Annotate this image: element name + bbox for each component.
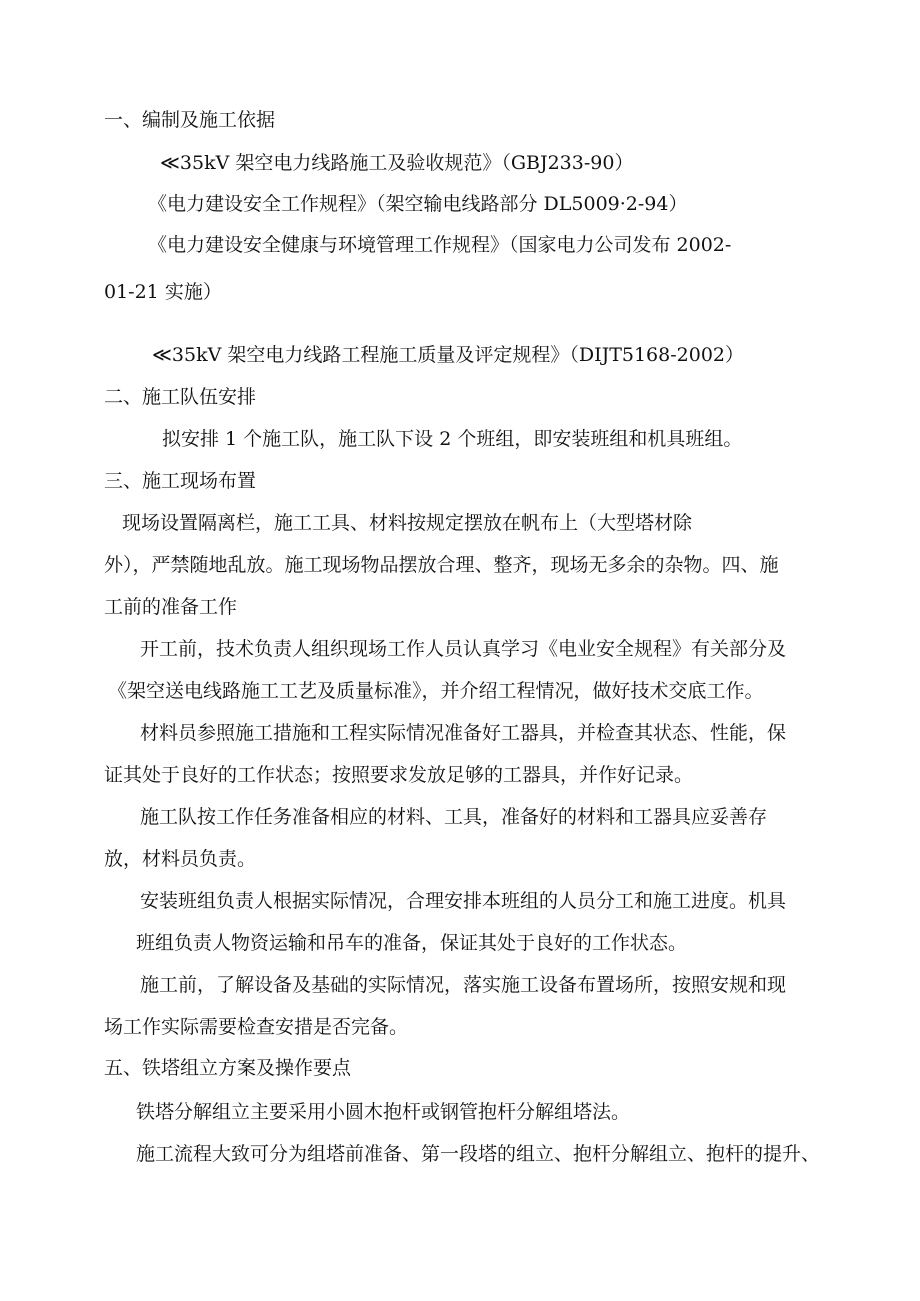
reference-item: 《电力建设安全工作规程》（架空输电线路部分 DL5009·2-94） — [148, 193, 688, 215]
paragraph: 《架空送电线路施工工艺及质量标准》，并介绍工程情况，做好技术交底工作。 — [108, 680, 764, 702]
paragraph: 证其处于良好的工作状态；按照要求发放足够的工器具，并作好记录。 — [104, 764, 694, 786]
paragraph: 班组负责人物资运输和吊车的准备，保证其处于良好的工作状态。 — [136, 932, 688, 954]
section-heading-3: 三、施工现场布置 — [104, 470, 257, 492]
paragraph: 外），严禁随地乱放。施工现场物品摆放合理、整齐，现场无多余的杂物。四、施 — [104, 554, 779, 576]
paragraph: 现场设置隔离栏，施工工具、材料按规定摆放在帆布上（大型塔材除 — [122, 512, 693, 534]
paragraph: 场工作实际需要检查安措是否完备。 — [104, 1016, 409, 1038]
paragraph: 拟安排 1 个施工队，施工队下设 2 个班组，即安装班组和机具班组。 — [162, 428, 743, 450]
section-heading-2: 二、施工队伍安排 — [104, 386, 257, 408]
paragraph: 铁塔分解组立主要采用小圆木抱杆或钢管抱杆分解组塔法。 — [136, 1101, 631, 1123]
reference-item: ≪35kV 架空电力线路施工及验收规范》（GBJ233-90） — [160, 152, 634, 174]
paragraph: 工前的准备工作 — [104, 596, 238, 618]
paragraph: 开工前，技术负责人组织现场工作人员认真学习《电业安全规程》有关部分及 — [140, 638, 787, 660]
paragraph: 材料员参照施工措施和工程实际情况准备好工器具，并检查其状态、性能，保 — [140, 722, 787, 744]
paragraph: 施工流程大致可分为组塔前准备、第一段塔的组立、抱杆分解组立、抱杆的提升、 — [136, 1143, 821, 1165]
section-heading-1: 一、编制及施工依据 — [104, 109, 276, 131]
paragraph: 施工前，了解设备及基础的实际情况，落实施工设备布置场所，按照安规和现 — [140, 974, 787, 996]
reference-item: 《电力建设安全健康与环境管理工作规程》（国家电力公司发布 2002- — [148, 234, 732, 256]
paragraph: 安装班组负责人根据实际情况，合理安排本班组的人员分工和施工进度。机具 — [140, 890, 787, 912]
reference-item: ≪35kV 架空电力线路工程施工质量及评定规程》（DIJT5168-2002） — [152, 344, 744, 366]
reference-item-cont: 01-21 实施） — [104, 281, 222, 303]
paragraph: 放，材料员负责。 — [104, 848, 257, 870]
section-heading-5: 五、铁塔组立方案及操作要点 — [104, 1057, 352, 1079]
paragraph: 施工队按工作任务准备相应的材料、工具，准备好的材料和工器具应妥善存 — [140, 806, 768, 828]
